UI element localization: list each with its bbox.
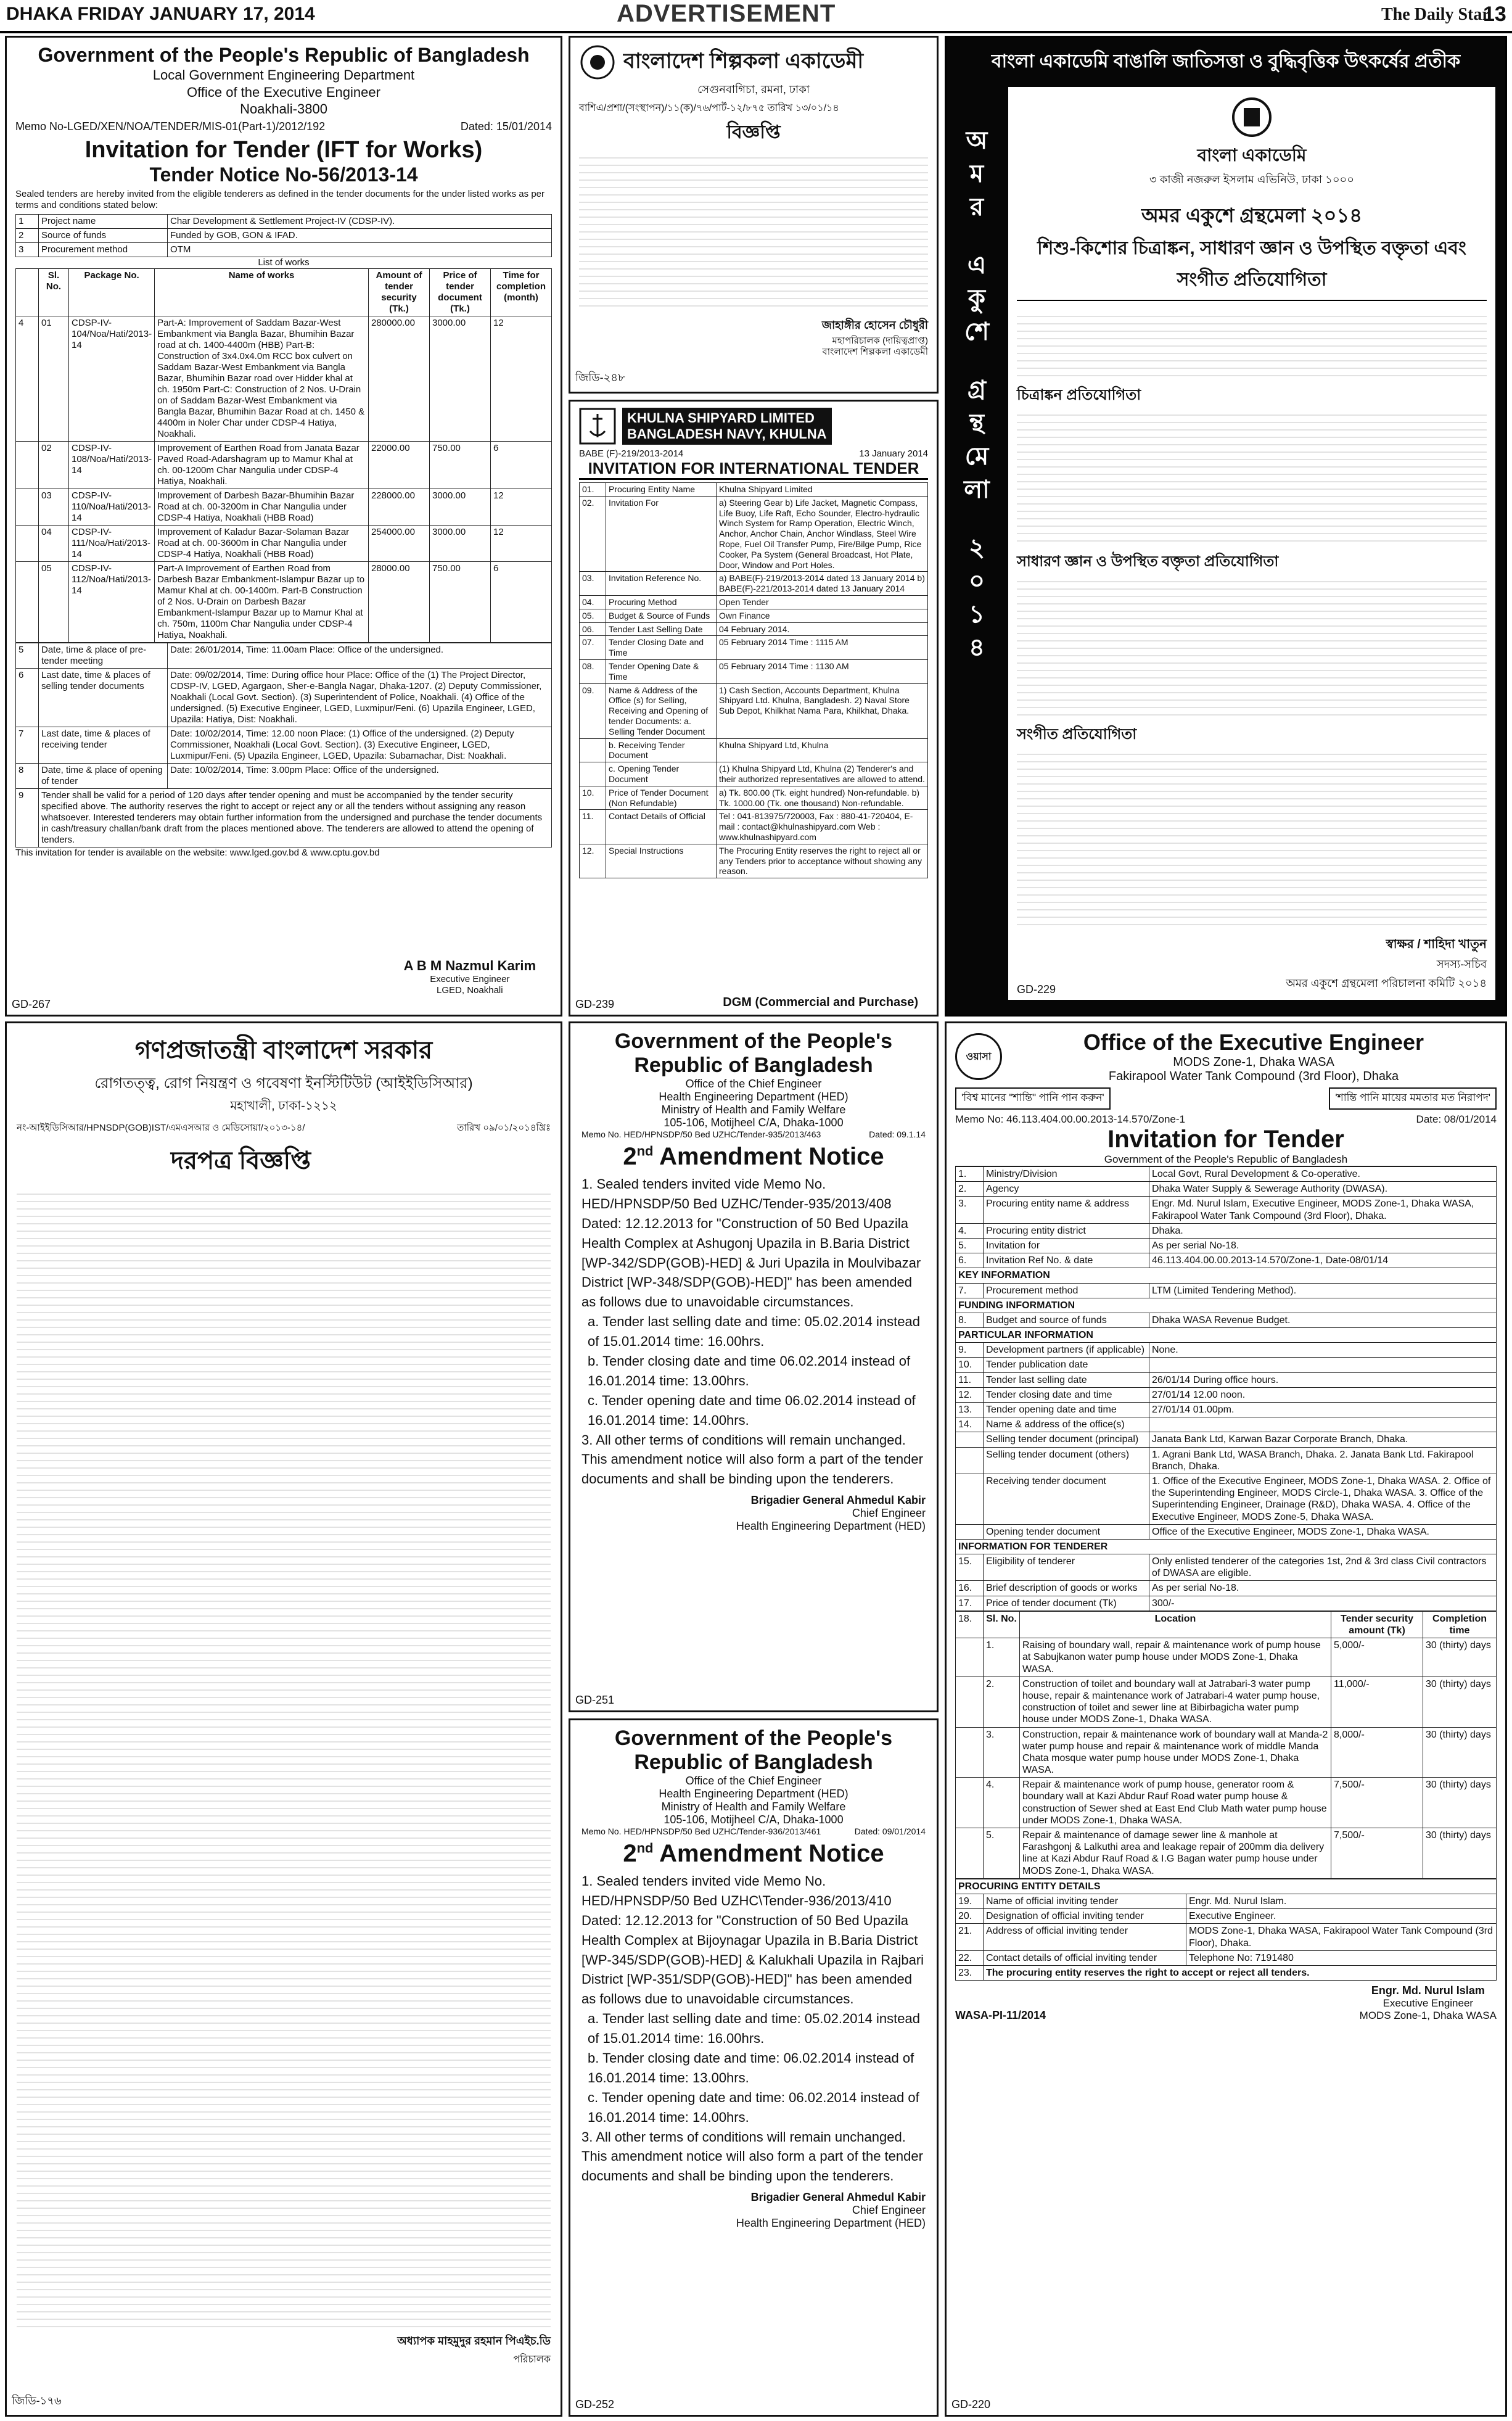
table-row: 05 CDSP-IV-112/Noa/Hati/2013-14 Part-A Improvement of Earthen Road from Darbesh Bazar Embankment-Islampur Bazar up to Mamur Khal at ch. 00-1400m. Part-B Construction of 2 Nos. U-Drain on Darbesh Bazar Embankment-Islampur Bazar up to Mamur Khal at ch. 750m, 1100m Char Nangulia under CDSP-4 Hatiya, Noakhali. 28000.00 750.00 6 <box>16 562 552 643</box>
table-row: 09. Name & Address of the Office (s) for Selling, Receiving and Opening of tender Documents: a. Selling Tender Document 1) Cash Section, Accounts Department, Khulna Shipyard Ltd. Khulna, Bangladesh. 2) Naval Store Sub Depot, Khilkhat Nama Para, Khilkhat, Dhaka. <box>580 683 928 738</box>
table-row: 2 Source of funds Funded by GOB, GON & IFAD. <box>16 229 552 243</box>
table-row: 12. Tender closing date and time 27/01/14 12.00 noon. <box>956 1387 1497 1402</box>
wasa-procuring-heading: PROCURING ENTITY DETAILS <box>956 1879 1497 1894</box>
table-row: Receiving tender document 1. Office of the Executive Engineer, MODS Zone-1, Dhaka WASA. 2. Office of the Superintending Engineer, MODS Circle-1, Dhaka WASA. 3. Office of the Superintending Engineer, Drainage (R&D), Dhaka WASA. 4. Office of the Executive Engineer, MODS Zone-5, Dhaka WASA. <box>956 1474 1497 1524</box>
bangla-academy-ad <box>945 36 1507 1017</box>
table-row: 05. Budget & Source of Funds Own Finance <box>580 609 928 622</box>
hed1-body <box>581 1174 926 1489</box>
hed1-memo: Memo No. HED/HPNSDP/50 Bed UZHC/Tender-935/2013/463 <box>581 1129 821 1139</box>
khulna-sign: DGM (Commercial and Purchase) <box>723 996 918 1009</box>
table-row: 4 01 CDSP-IV-104/Noa/Hati/2013-14 Part-A: Improvement of Saddam Bazar-West Embankment via Bangla Bazar, Bhumihin Bazar road at ch. 1400-4400m (HBB) Part-B: Construction of 3x4.0x4.0m RCC box culvert on Saddam Bazar-West Embankment via Bangla Bazar, Bhumihin Bazar road over Hidder khal at ch. 1950m Part-C: Construction of 2 Nos. U-Drain on of Saddam Bazar-West Embankment via Bangla Bazar, Bhumihin Bazar Road at ch. 1450 & 4400m in Noler Char under CDSP-4 Hatiya, Noakhali. 280000.00 3000.00 12 <box>16 316 552 442</box>
ba-banner: বাংলা একাডেমি বাঙালি জাতিসত্তা ও বুদ্ধিবৃত্তিক উৎকর্ষের প্রতীক <box>991 51 1461 72</box>
table-row: 4. Procuring entity district Dhaka. <box>956 1223 1497 1238</box>
hed2-memo: Memo No. HED/HPNSDP/50 Bed UZHC/Tender-936/2013/461 <box>581 1826 821 1836</box>
hed1-o2: Health Engineering Department (HED) <box>659 1091 848 1103</box>
khulna-ref: BABE (F)-219/2013-2014 <box>579 448 684 459</box>
hed1-o1: Office of the Chief Engineer <box>685 1078 822 1090</box>
table-row: 6 Last date, time & places of selling tender documents Date: 09/02/2014, Time: During office hour Place: Office of the (1) The Project Director, CDSP-IV, LGED, Agargaon, Sher-e-Bangla Nagar, Dhaka-1207. (2) Deputy Commissioner, Noakhali (Local Govt. Section). (3) Superintendent of Police, Noakhali. (4) Office of the undersigned. (5) Executive Engineer, LGED, Luxmipur/Feni. (6) Upazila Engineer, LGED, Upazila: Hatiya, Dist: Noakhali. <box>16 669 552 727</box>
wasa-slogan2: 'শান্তি পানি মায়ের মমতার মত নিরাপদ' <box>1329 1087 1497 1110</box>
lged-works-table <box>15 268 552 643</box>
table-row: 1. Raising of boundary wall, repair & maintenance work of pump house at Sabujkanon water pump house under MODS Zone-1, Dhaka WASA. 5,000/- 30 (thirty) days <box>956 1638 1497 1677</box>
khulna-title: INVITATION FOR INTERNATIONAL TENDER <box>579 459 928 480</box>
ba-side-text: অ ম র এ কু শে গ্র ন্থ মে লা ২ ০ ১ ৪ <box>964 127 990 661</box>
table-row: 2. Agency Dhaka Water Supply & Sewerage Authority (DWASA). <box>956 1182 1497 1197</box>
wasa-slogan1: 'বিশ্ব মানের "শান্তি" পানি পান করুন' <box>955 1087 1111 1110</box>
wasa-sub1: MODS Zone-1, Dhaka WASA <box>1173 1055 1334 1069</box>
header-date: DHAKA FRIDAY JANUARY 17, 2014 <box>6 4 315 24</box>
table-row: 06. Tender Last Selling Date 04 February 2014. <box>580 622 928 636</box>
ba-sec2: সাধারণ জ্ঞান ও উপস্থিত বক্তৃতা প্রতিযোগিতা <box>1017 553 1279 570</box>
table-row: 7 Last date, time & places of receiving tender Date: 10/02/2014, Time: 12.00 noon Place: (1) Office of the undersigned. (2) Deputy Commissioner, Noakhali (Local Govt. Section). (3) Executive Engineer, LGED, Luxmipur/Feni. (5) Upazila Engineer, LGED, Upazila: Subarnachar, Dist: Noakhali. <box>16 727 552 764</box>
wasa-title: Office of the Executive Engineer <box>1083 1029 1424 1055</box>
ba-sign-title: সদস্য-সচিব <box>1436 958 1487 970</box>
ba-inner <box>1008 87 1495 1000</box>
table-row: 02 CDSP-IV-108/Noa/Hati/2013-14 Improvement of Earthen Road from Janata Bazar Paved Road-Adarshagram up to Mamur Khal at ch. 00-1200m Char Nangulia under CDSP-4 Hatiya, Noakhali. 22000.00 750.00 6 <box>16 442 552 489</box>
wasa-table-2 <box>955 1879 1497 1981</box>
lged-dated: Dated: 15/01/2014 <box>460 120 552 133</box>
table-row: 9. Development partners (if applicable) None. <box>956 1343 1497 1358</box>
khulna-date: 13 January 2014 <box>859 448 928 459</box>
iedcr-sign-title: পরিচালক <box>513 2354 551 2365</box>
table-row: 5 Date, time & place of pre-tender meeting Date: 26/01/2014, Time: 11.00am Place: Office of the undersigned. <box>16 643 552 669</box>
header-page: 13 <box>1483 2 1506 26</box>
ba-addr: ৩ কাজী নজরুল ইসলাম এভিনিউ, ঢাকা ১০০০ <box>1149 173 1354 186</box>
ba-sign-name: স্বাক্ষর / শাহিদা খাতুন <box>1386 938 1487 951</box>
hed1-o4: 105-106, Motijheel C/A, Dhaka-1000 <box>664 1116 844 1129</box>
lged-dept: Local Government Engineering Department <box>152 67 415 83</box>
lged-sign-name: A B M Nazmul Karim <box>403 958 536 973</box>
hed2-ad <box>569 1718 939 2417</box>
wasa-dated: Date: 08/01/2014 <box>1416 1113 1497 1125</box>
ba-intro <box>1017 310 1487 377</box>
table-row: 21. Address of official inviting tender MODS Zone-1, Dhaka WASA, Fakirapool Water Tank Compound (3rd Floor), Dhaka. <box>956 1924 1497 1950</box>
ba-org: বাংলা একাডেমি <box>1197 146 1307 165</box>
table-row: 1 Project name Char Development & Settlement Project-IV (CDSP-IV). <box>16 215 552 229</box>
lged-title: Invitation for Tender (IFT for Works) <box>84 136 483 163</box>
bangla-academy-logo-icon <box>1230 96 1273 139</box>
table-row: 3. Procuring entity name & address Engr. Md. Nurul Islam, Executive Engineer, MODS Zone-1, Dhaka WASA, Fakirapool Water Tank Compound (3rd Floor), Dhaka. <box>956 1197 1497 1223</box>
lged-info-table <box>15 214 552 257</box>
iedcr-memo: নং-আইইডিসিআর/HPNSDP(GOB)IST/এমএসআর ও মেডিসোয়া/২০১৩-১৪/ <box>17 1123 305 1133</box>
hed1-sign-o: Health Engineering Department (HED) <box>736 1520 926 1533</box>
lged-sign-title: Executive Engineer <box>430 974 510 984</box>
hed1-gov1: Government of the People's <box>614 1029 893 1053</box>
table-row: Selling tender document (principal) Janata Bank Ltd, Karwan Bazar Corporate Branch, Dhaka. <box>956 1432 1497 1447</box>
wasa-works-table <box>955 1611 1497 1879</box>
lged-list-label: List of works <box>258 257 310 268</box>
wasa-heading: Invitation for Tender <box>1107 1126 1344 1153</box>
ba-sec1: চিত্রাঙ্কন প্রতিযোগিতা <box>1017 387 1141 403</box>
shilpakala-ad <box>569 36 939 394</box>
hed2-body <box>581 1871 926 2186</box>
iedcr-date: তারিখ ০৯/০১/২০১৪খ্রিঃ <box>457 1123 551 1133</box>
shilpakala-heading: বিজ্ঞপ্তি <box>726 122 781 142</box>
newspaper-header <box>0 0 1512 33</box>
table-row: 4. Repair & maintenance work of pump house, generator room & boundary wall at Kazi Abdur Rauf Road water pump house & construction of Sewer shed at East End Club Math water pump house under MODS Zone-1, Dhaka WASA. 7,500/- 30 (thirty) days <box>956 1778 1497 1828</box>
table-row: 20. Designation of official inviting tender Executive Engineer. <box>956 1909 1497 1924</box>
hed1-o3: Ministry of Health and Family Welfare <box>661 1103 846 1116</box>
table-row: 16. Brief description of goods or works As per serial No-18. <box>956 1581 1497 1596</box>
table-row: 3 Procurement method OTM <box>16 243 552 257</box>
lged-dates-table <box>15 643 552 848</box>
wasa-ad <box>945 1021 1507 2417</box>
hed2-a: a. Tender last selling date and time: 05.02.2014 instead of 15.01.2014 time: 16.00hrs. <box>588 2011 920 2047</box>
iedcr-sign-name: অধ্যাপক মাহমুদুর রহমান পিএইচ.ডি <box>397 2335 551 2347</box>
hed1-p3: 3. All other terms of conditions will remain unchanged. This amendment notice will also form a part of the tender documents and shall be binding upon the tenderers. <box>581 1432 923 1487</box>
wasa-sign-org: MODS Zone-1, Dhaka WASA <box>1359 2010 1497 2022</box>
table-header: Sl. No. Package No. Name of works Amount of tender security (Tk.) Price of tender document (Tk.) Time for completion (month) <box>16 269 552 316</box>
table-row: 8 Date, time & place of opening of tender Date: 10/02/2014, Time: 3.00pm Place: Office of the undersigned. <box>16 764 552 789</box>
hed1-gd: GD-251 <box>575 1694 615 1706</box>
wasa-particular-heading: PARTICULAR INFORMATION <box>956 1328 1497 1343</box>
table-row: 04 CDSP-IV-111/Noa/Hati/2013-14 Improvement of Kaladur Bazar-Solaman Bazar Road at ch. 00-3600m in Char Nangulia under CDSP-4 Hatiya, Noakhali (HBB Road) 254000.00 3000.00 12 <box>16 526 552 562</box>
table-row: 8. Budget and source of funds Dhaka WASA Revenue Budget. <box>956 1313 1497 1327</box>
table-row: 3. Construction, repair & maintenance work of boundary wall at Manda-2 water pump house and repair & maintenance work of middle Manda Chata mosque water pump house under MODS Zone-1, Dhaka WASA. 8,000/- 30 (thirty) days <box>956 1727 1497 1778</box>
table-row: 5. Repair & maintenance of damage sewer line & manhole at Farashgonj & Lalkuthi area and leakage repair of 200mm dia delivery line at Kazi Abdur Rauf Road & I.G Bagan water pump house under MODS Zone-1, Dhaka WASA. 7,500/- 30 (thirty) days <box>956 1828 1497 1879</box>
table-row: Selling tender document (others) 1. Agrani Bank Ltd, WASA Branch, Dhaka. 2. Janata Bank Ltd. Fakirapool Branch, Dhaka. <box>956 1447 1497 1474</box>
hed1-ad <box>569 1021 939 1712</box>
hed1-sign-t: Chief Engineer <box>852 1507 926 1520</box>
table-row: 08. Tender Opening Date & Time 05 February 2014 Time : 1130 AM <box>580 659 928 683</box>
khulna-table <box>579 482 928 878</box>
table-row: 01. Procuring Entity Name Khulna Shipyard Limited <box>580 483 928 497</box>
wasa-logo-icon: ওয়াসা <box>955 1033 1002 1080</box>
wasa-sign-title: Executive Engineer <box>1383 1997 1474 2010</box>
iedcr-loc: মহাখালী, ঢাকা-১২১২ <box>230 1099 337 1113</box>
hed2-b: b. Tender closing date and time: 06.02.2014 instead of 16.01.2014 time: 13.00hrs. <box>588 2050 914 2085</box>
hed1-a: a. Tender last selling date and time: 05.02.2014 instead of 15.01.2014 time: 16.00hrs. <box>588 1314 920 1350</box>
lged-memo: Memo No-LGED/XEN/NOA/TENDER/MIS-01(Part-1)/2012/192 <box>15 120 326 133</box>
table-row: 03 CDSP-IV-110/Noa/Hati/2013-14 Improvement of Darbesh Bazar-Bhumihin Bazar Road at ch. 00-3200m in Char Nangulia under CDSP-4 Hatiya, Noakhali (HBB Road) 228000.00 3000.00 12 <box>16 489 552 526</box>
table-row: 15. Eligibility of tenderer Only enlisted tenderer of the categories 1st, 2nd & 3rd class Civil contractors of DWASA are eligible. <box>956 1554 1497 1581</box>
lged-ad <box>5 36 562 1017</box>
table-row: 5. Invitation for As per serial No-18. <box>956 1238 1497 1253</box>
table-row: 7. Procurement method LTM (Limited Tendering Method). <box>956 1283 1497 1298</box>
hed1-gov2: Republic of Bangladesh <box>634 1054 873 1077</box>
hed2-sign-o: Health Engineering Department (HED) <box>736 2217 926 2230</box>
wasa-table-1 <box>955 1166 1497 1611</box>
shilpakala-logo-icon <box>579 44 616 81</box>
wasa-code: WASA-PI-11/2014 <box>955 2009 1046 2022</box>
table-row: c. Opening Tender Document (1) Khulna Shipyard Ltd, Khulna (2) Tenderer's and their authorized representatives are allowed to attend. <box>580 762 928 786</box>
wasa-tenderer-heading: INFORMATION FOR TENDERER <box>956 1539 1497 1554</box>
khulna-ad <box>569 400 939 1017</box>
lged-sign-org: LGED, Noakhali <box>437 985 503 996</box>
table-row: 2. Construction of toilet and boundary wall at Jatrabari-3 water pump house, repair & maintenance work of Jatrabari-4 water pump house, construction of toilet and sewer line at Bibirbagicha water pump house under MODS Zone-1, Dhaka WASA. 11,000/- 30 (thirty) days <box>956 1677 1497 1727</box>
header-section: ADVERTISEMENT <box>617 0 836 27</box>
hed2-gd: GD-252 <box>575 2398 615 2411</box>
table-row: 10. Tender publication date <box>956 1358 1497 1372</box>
wasa-gd: GD-220 <box>951 2398 991 2411</box>
iedcr-ad <box>5 1021 562 2417</box>
table-row: 23. The procuring entity reserves the right to accept or reject all tenders. <box>956 1965 1497 1980</box>
header-paper: The Daily Star <box>1381 5 1490 24</box>
lged-website: This invitation for tender is available on the website: www.lged.gov.bd & www.cptu.gov.bd <box>15 848 380 858</box>
ba-sec3: সংগীত প্রতিযোগিতা <box>1017 726 1137 743</box>
table-row: 6. Invitation Ref No. & date 46.113.404.00.00.2013-14.570/Zone-1, Date-08/01/14 <box>956 1253 1497 1268</box>
hed2-o1: Office of the Chief Engineer <box>685 1775 822 1787</box>
lged-notice: Tender Notice No-56/2013-14 <box>149 163 418 186</box>
hed2-p3: 3. All other terms of conditions will remain unchanged. This amendment notice will also form a part of the tender documents and shall be binding upon the tenderers. <box>581 2129 923 2184</box>
table-header: 18. Sl. No. Location Tender security amount (Tk) Completion time <box>956 1611 1497 1638</box>
hed2-p1: 1. Sealed tenders invited vide Memo No. HED/HPNSDP/50 Bed UZHC\Tender-936/2013/410 Dated: 12.12.2013 for "Construction of 50 Bed Upazila Health Complex at Bijoynagar Upazila in B.Baria District [WP-345/SDP(GOB)-HED] & Kalukhali Upazila in Rajbari District [WP-351/SDP(GOB)-HED]" has been amended as follows due to unavoidable circumstances. <box>581 1873 924 2007</box>
lged-gov: Government of the People's Republic of Bangladesh <box>38 44 530 66</box>
ba-fair: অমর একুশে গ্রন্থমেলা ২০১৪ <box>1141 204 1363 226</box>
wasa-sign-name: Engr. Md. Nurul Islam <box>1371 1984 1485 1997</box>
table-row: 11. Tender last selling date 26/01/14 During office hours. <box>956 1372 1497 1387</box>
table-row: 07. Tender Closing Date and Time 05 February 2014 Time : 1115 AM <box>580 636 928 660</box>
wasa-funding-heading: FUNDING INFORMATION <box>956 1298 1497 1313</box>
hed1-b: b. Tender closing date and time 06.02.2014 instead of 16.01.2014 time: 13.00hrs. <box>588 1353 911 1388</box>
table-row: 04. Procuring Method Open Tender <box>580 595 928 609</box>
hed2-c: c. Tender opening date and time: 06.02.2014 instead of 16.01.2014 time: 14.00hrs. <box>588 2089 919 2125</box>
wasa-sub2: Fakirapool Water Tank Compound (3rd Floor), Dhaka <box>1108 1070 1399 1083</box>
hed2-dated: Dated: 09/01/2014 <box>854 1826 926 1836</box>
hed1-title: 2nd Amendment Notice <box>623 1143 884 1170</box>
table-row: 19. Name of official inviting tender Engr. Md. Nurul Islam. <box>956 1894 1497 1908</box>
iedcr-inst: রোগতত্ত্ব, রোগ নিয়ন্ত্রণ ও গবেষণা ইনস্টিটিউট (আইইডিসিআর) <box>94 1075 473 1092</box>
table-row: 02. Invitation For a) Steering Gear b) Life Jacket, Magnetic Compass, Life Buoy, Life Raft, Echo Sounder, Electro-hydraulic Winch System for Ramp Operation, Electric Winch, Anchor, Anchor Chain, Anchor Windlass, Steel Wire Rope, Fuel Oil Transfer Pump, Fire/Bilge Pump, Rice Cooker, Pa System (General Broadcast, Hot Plate, Door, Window and Port Holes. <box>580 496 928 572</box>
shilpakala-title: বাংলাদেশ শিল্পকলা একাডেমী <box>623 49 864 73</box>
table-row: 22. Contact details of official inviting tender Telephone No: 7191480 <box>956 1950 1497 1965</box>
ba-sec2-body <box>1017 575 1487 717</box>
lged-office: Office of the Executive Engineer <box>187 84 380 100</box>
shilpakala-body <box>579 151 928 311</box>
khulna-name2: BANGLADESH NAVY, KHULNA <box>627 426 827 442</box>
hed2-gov1: Government of the People's <box>614 1726 893 1750</box>
table-row: 10. Price of Tender Document (Non Refundable) a) Tk. 800.00 (Tk. eight hundred) Non-refundable. b) Tk. 1000.00 (Tk. one thousand) Non-refundable. <box>580 786 928 810</box>
hed2-sign-t: Chief Engineer <box>852 2204 926 2217</box>
table-row: 11. Contact Details of Official Tel : 041-813975/720003, Fax : 880-41-720404, E-mail : contact@khulnashipyard.com Web : www.khulnashipyard.com <box>580 810 928 844</box>
hed1-dated: Dated: 09.1.14 <box>869 1129 926 1139</box>
table-row: Opening tender document Office of the Executive Engineer, MODS Zone-1, Dhaka WASA. <box>956 1524 1497 1539</box>
lged-city: Noakhali-3800 <box>240 101 327 117</box>
hed2-o3: Ministry of Health and Family Welfare <box>661 1800 846 1813</box>
hed2-o2: Health Engineering Department (HED) <box>659 1788 848 1800</box>
hed2-sign: Brigadier General Ahmedul Kabir <box>750 2191 926 2204</box>
wasa-gov: Government of the People's Republic of Bangladesh <box>955 1153 1497 1166</box>
iedcr-body <box>17 1187 551 2328</box>
wasa-key-heading: KEY INFORMATION <box>956 1268 1497 1283</box>
hed1-p1: 1. Sealed tenders invited vide Memo No. HED/HPNSDP/50 Bed UZHC/Tender-935/2013/408 Dated: 12.12.2013 for "Construction of 50 Bed Upazila Health Complex at Ashugonj Upazila in B.Baria District [WP-342/SDP(GOB)-HED] & Juri Upazila in Moulvibazar District [WP-348/SDP(GOB)-HED]" has been amended as follows due to unavoidable circumstances. <box>581 1176 921 1310</box>
hed2-gov2: Republic of Bangladesh <box>634 1751 873 1774</box>
table-row: 9 Tender shall be valid for a period of 120 days after tender opening and must be accompanied by the tender security specified above. The authority reserves the right to accept or reject any or all the tenders without assigning any reason whatsoever. Interested tenderers may obtain further information from the undersigned and purchase the tender documents in cash/treasury challan/bank draft from the places mentioned above. The tenderers are allowed to attend the opening of tenders. <box>16 789 552 848</box>
ba-sign-org: অমর একুশে গ্রন্থমেলা পরিচালনা কমিটি ২০১৪ <box>1286 977 1487 989</box>
anchor-icon <box>579 408 616 445</box>
shilpakala-gd: জিডি-২৪৮ <box>575 371 625 384</box>
shilpakala-sign-name: জাহাঙ্গীর হোসেন চৌধুরী <box>821 319 928 331</box>
hed2-title: 2nd Amendment Notice <box>623 1840 884 1867</box>
hed1-sign: Brigadier General Ahmedul Kabir <box>750 1494 926 1507</box>
hed2-o4: 105-106, Motijheel C/A, Dhaka-1000 <box>664 1813 844 1826</box>
table-row: 13. Tender opening date and time 27/01/14 01.00pm. <box>956 1403 1497 1417</box>
table-row: 12. Special Instructions The Procuring Entity reserves the right to reject all or any Tenders prior to acceptance without showing any reason. <box>580 844 928 878</box>
table-row: 17. Price of tender document (Tk) 300/- <box>956 1596 1497 1611</box>
ba-comp: শিশু-কিশোর চিত্রাঙ্কন, সাধারণ জ্ঞান ও উপস্থিত বক্তৃতা এবং সংগীত প্রতিযোগিতা <box>1017 233 1487 301</box>
khulna-gd: GD-239 <box>575 998 615 1010</box>
ba-sec3-body <box>1017 748 1487 926</box>
lged-intro: Sealed tenders are hereby invited from the eligible tenderers as defined in the tender documents for the under listed works as per terms and conditions stated below: <box>15 188 544 211</box>
table-row: 03. Invitation Reference No. a) BABE(F)-219/2013-2014 dated 13 January 2014 b) BABE(F)-221/2013-2014 dated 13 January 2014 <box>580 572 928 596</box>
lged-gd: GD-267 <box>12 998 51 1010</box>
hed1-c: c. Tender opening date and time 06.02.2014 instead of 16.01.2014 time: 14.00hrs. <box>588 1392 916 1428</box>
table-row: b. Receiving Tender Document Khulna Shipyard Ltd, Khulna <box>580 738 928 762</box>
ba-gd: GD-229 <box>1017 983 1056 996</box>
ba-sec1-body <box>1017 408 1487 544</box>
table-row: 14. Name & address of the office(s) <box>956 1417 1497 1432</box>
iedcr-gd: জিডি-১৭৬ <box>12 2394 62 2407</box>
khulna-name1: KHULNA SHIPYARD LIMITED <box>627 410 815 426</box>
iedcr-gov: গণপ্রজাতন্ত্রী বাংলাদেশ সরকার <box>134 1037 433 1064</box>
shilpakala-sign-title: মহাপরিচালক (দায়িত্বপ্রাপ্ত) <box>832 336 928 346</box>
wasa-memo: Memo No: 46.113.404.00.00.2013-14.570/Zone-1 <box>955 1113 1186 1125</box>
shilpakala-sign-org: বাংলাদেশ শিল্পকলা একাডেমী <box>822 347 928 357</box>
iedcr-title: দরপত্র বিজ্ঞপ্তি <box>171 1147 311 1174</box>
table-row: 1. Ministry/Division Local Govt, Rural Development & Co-operative. <box>956 1167 1497 1182</box>
shilpakala-memo: বাশিএ/প্রশা/(সংস্থাপন)/১১(ক)/৭৬/পার্ট-১২/৮৭৫ তারিখ ১৩/০১/১৪ <box>579 103 839 113</box>
shilpakala-sub: সেগুনবাগিচা, রমনা, ঢাকা <box>697 83 810 96</box>
